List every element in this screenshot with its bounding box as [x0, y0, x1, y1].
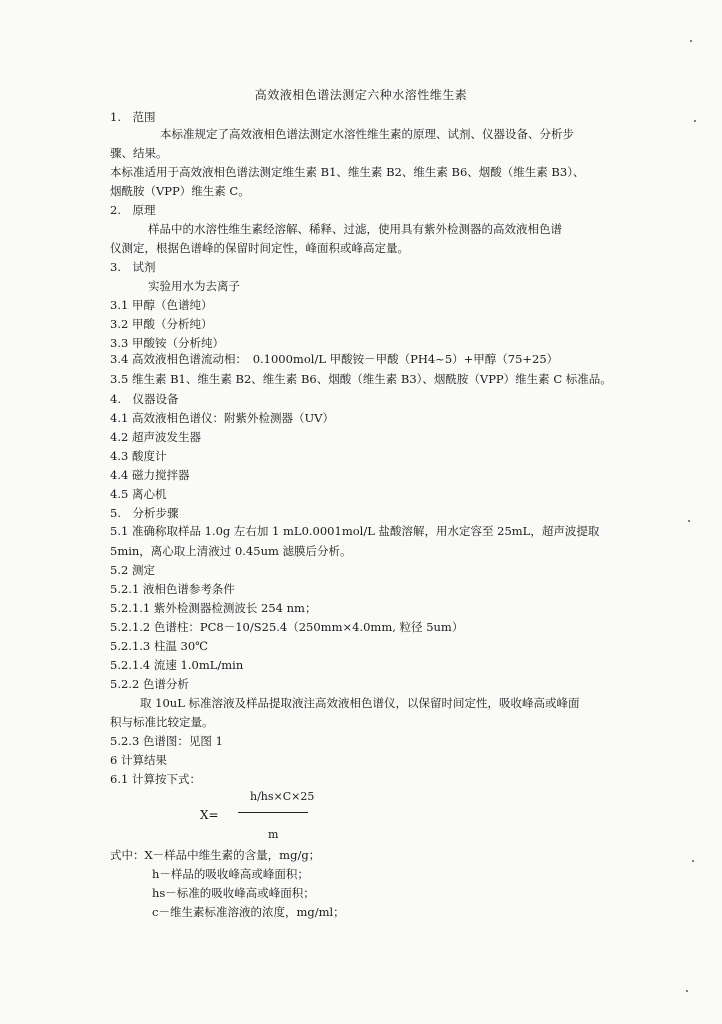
text-line: h－样品的吸收峰高或峰面积； — [152, 867, 309, 881]
text-line: 4.1 高效液相色谱仪：附紫外检测器（UV） — [110, 411, 334, 425]
text-line: 实验用水为去离子 — [148, 279, 240, 293]
text-line: c－维生素标准溶液的浓度，mg/ml； — [152, 905, 345, 919]
text-line: 积与标准比较定量。 — [110, 715, 214, 729]
text-line: 5.2 测定 — [110, 563, 155, 577]
text-line: 仪测定，根据色谱峰的保留时间定性，峰面积或峰高定量。 — [110, 241, 409, 255]
text-line: 5.1 准确称取样品 1.0g 左右加 1 mL0.0001mol/L 盐酸溶解，用水定容至 25mL，超声波提取 — [110, 524, 600, 538]
text-line: 2. 原理 — [110, 203, 156, 217]
text-line: 3.3 甲酸铵（分析纯） — [110, 336, 224, 350]
text-line: 3. 试剂 — [110, 260, 156, 274]
text-line: 4.2 超声波发生器 — [110, 430, 201, 444]
text-line: hs－标准的吸收峰高或峰面积； — [152, 886, 315, 900]
text-line: 5.2.2 色谱分析 — [110, 677, 189, 691]
text-line: 6.1 计算按下式： — [110, 772, 201, 786]
text-line: 3.1 甲醇（色谱纯） — [110, 298, 213, 312]
text-line: 4.3 酸度计 — [110, 449, 167, 463]
formula-fraction-bar — [238, 812, 308, 813]
text-line: 取 10uL 标准溶液及样品提取液注高效液相色谱仪，以保留时间定性，吸收峰高或峰面 — [140, 696, 580, 710]
text-line: 4. 仪器设备 — [110, 392, 179, 406]
formula-denominator: m — [268, 828, 279, 841]
text-line: 5.2.1.1 紫外检测器检测波长 254 nm； — [110, 601, 317, 615]
text-line: 6 计算结果 — [110, 753, 167, 767]
text-line: 5.2.3 色谱图：见图 1 — [110, 734, 223, 748]
text-line: 5min，离心取上清液过 0.45um 滤膜后分析。 — [110, 544, 352, 558]
text-line: 5. 分析步骤 — [110, 506, 179, 520]
text-line: 4.5 离心机 — [110, 487, 167, 501]
formula-numerator: h/hs×C×25 — [250, 790, 315, 803]
text-line: 5.2.1.3 柱温 30℃ — [110, 639, 209, 653]
text-line: 式中：X－样品中维生素的含量，mg/g； — [110, 848, 321, 862]
text-line: 3.5 维生素 B1、维生素 B2、维生素 B6、烟酸（维生素 B3）、烟酰胺（VPP）维生素 C 标准品。 — [110, 372, 612, 386]
text-line: 4.4 磁力搅拌器 — [110, 468, 190, 482]
text-line: 本标准规定了高效液相色谱法测定水溶性维生素的原理、试剂、仪器设备、分析步 — [160, 127, 574, 141]
text-line: 5.2.1.4 流速 1.0mL/min — [110, 658, 244, 672]
text-line: 样品中的水溶性维生素经溶解、稀释、过滤，使用具有紫外检测器的高效液相色谱 — [148, 222, 562, 236]
formula-lhs: X= — [200, 808, 219, 822]
text-line: 5.2.1.2 色谱柱：PC8－10/S25.4（250mm×4.0mm, 粒径 5um） — [110, 620, 464, 634]
document-title: 高效液相色谱法测定六种水溶性维生素 — [254, 88, 468, 102]
text-line: 烟酰胺（VPP）维生素 C。 — [110, 184, 250, 198]
text-line: 3.2 甲酸（分析纯） — [110, 317, 213, 331]
text-line: 3.4 高效液相色谱流动相： 0.1000mol/L 甲酸铵－甲酸（PH4~5）+甲醇（75+25） — [110, 352, 559, 366]
text-line: 1. 范围 — [110, 110, 156, 124]
text-line: 5.2.1 液相色谱参考条件 — [110, 582, 235, 596]
text-line: 骤、结果。 — [110, 146, 168, 160]
text-line: 本标准适用于高效液相色谱法测定维生素 B1、维生素 B2、维生素 B6、烟酸（维生素 B3）、 — [110, 165, 585, 179]
